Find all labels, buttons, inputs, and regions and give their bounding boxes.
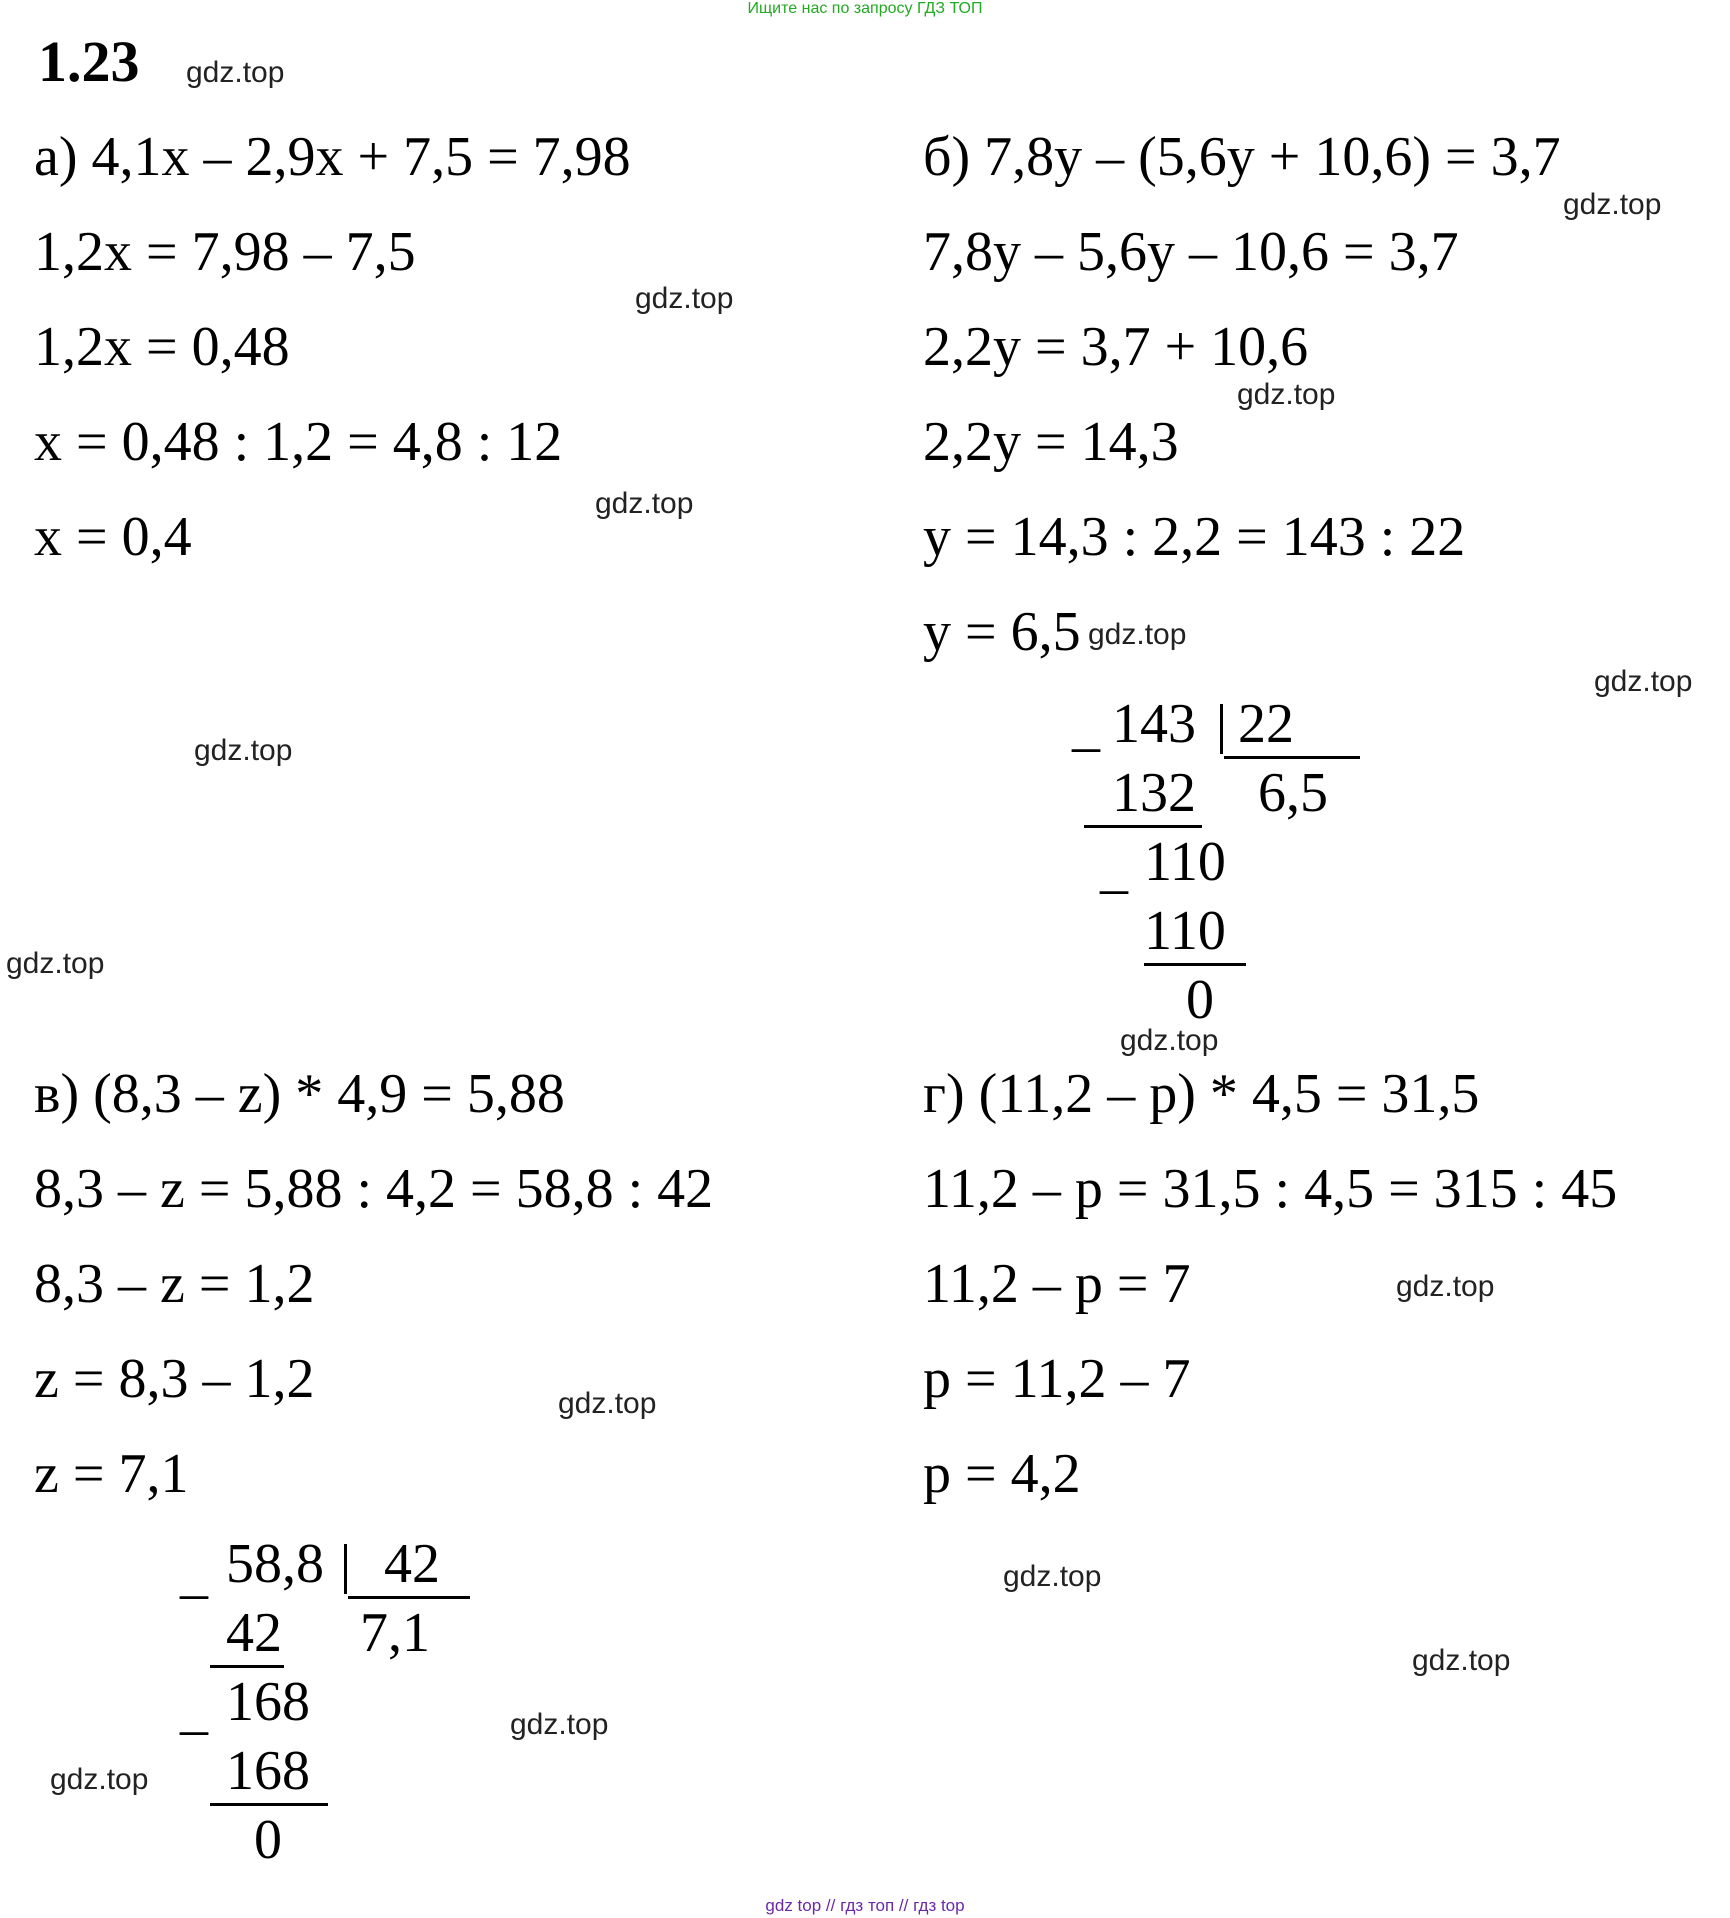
part-g-line-2: 11,2 – p = 31,5 : 4,5 = 315 : 45 bbox=[923, 1158, 1618, 1220]
watermark-text: gdz.top bbox=[1003, 1560, 1102, 1593]
part-g-line-1: г) (11,2 – p) * 4,5 = 31,5 bbox=[923, 1063, 1480, 1125]
part-b-line-2: 7,8y – 5,6y – 10,6 = 3,7 bbox=[923, 221, 1459, 283]
watermark-text: gdz.top bbox=[635, 282, 734, 315]
division-bar bbox=[344, 1544, 347, 1594]
division-divisor: 42 bbox=[348, 1532, 470, 1599]
footer-banner: gdz top // гдз топ // гдз top bbox=[765, 1896, 965, 1915]
watermark-text: gdz.top bbox=[510, 1708, 609, 1741]
part-v-line-5: z = 7,1 bbox=[34, 1443, 189, 1505]
division-step-2: 168 bbox=[210, 1739, 328, 1806]
part-b-line-3: 2,2y = 3,7 + 10,6 bbox=[923, 316, 1309, 378]
part-a-line-1: а) 4,1x – 2,9x + 7,5 = 7,98 bbox=[34, 126, 631, 188]
part-b-line-6: y = 6,5 bbox=[923, 601, 1081, 663]
watermark-text: gdz.top bbox=[50, 1763, 149, 1796]
watermark-text: gdz.top bbox=[194, 734, 293, 767]
division-divisor: 22 bbox=[1224, 692, 1360, 759]
part-g-line-5: p = 4,2 bbox=[923, 1443, 1081, 1505]
division-minus-sign: _ bbox=[1072, 696, 1100, 758]
top-banner: Ищите нас по запросу ГДЗ ТОП bbox=[747, 0, 983, 17]
watermark-text: gdz.top bbox=[1563, 188, 1662, 221]
part-b-line-5: y = 14,3 : 2,2 = 143 : 22 bbox=[923, 506, 1466, 568]
watermark-text: gdz.top bbox=[558, 1387, 657, 1420]
division-remainder-1: 168 bbox=[226, 1671, 310, 1733]
part-v-line-3: 8,3 – z = 1,2 bbox=[34, 1253, 315, 1315]
part-a-line-2: 1,2x = 7,98 – 7,5 bbox=[34, 221, 416, 283]
part-b-line-1: б) 7,8y – (5,6y + 10,6) = 3,7 bbox=[923, 126, 1561, 188]
part-g-line-3: 11,2 – p = 7 bbox=[923, 1253, 1191, 1315]
watermark-text: gdz.top bbox=[186, 56, 285, 89]
watermark-text: gdz.top bbox=[1594, 665, 1693, 698]
division-quotient: 6,5 bbox=[1258, 762, 1328, 824]
watermark-text: gdz.top bbox=[6, 947, 105, 980]
part-v-line-1: в) (8,3 – z) * 4,9 = 5,88 bbox=[34, 1063, 565, 1125]
division-dividend: 58,8 bbox=[226, 1533, 324, 1595]
part-g-line-4: p = 11,2 – 7 bbox=[923, 1348, 1191, 1410]
division-remainder-final: 0 bbox=[254, 1809, 282, 1871]
exercise-number: 1.23 bbox=[38, 29, 140, 94]
watermark-text: gdz.top bbox=[1120, 1024, 1219, 1057]
part-a-line-3: 1,2x = 0,48 bbox=[34, 316, 290, 378]
watermark-text: gdz.top bbox=[1396, 1270, 1495, 1303]
watermark-text: gdz.top bbox=[1412, 1644, 1511, 1677]
division-dividend: 143 bbox=[1112, 693, 1196, 755]
division-step-2: 110 bbox=[1144, 899, 1246, 966]
division-remainder-final: 0 bbox=[1186, 969, 1214, 1031]
division-step-1: 42 bbox=[210, 1601, 284, 1668]
part-a-line-5: x = 0,4 bbox=[34, 506, 192, 568]
part-a-line-4: x = 0,48 : 1,2 = 4,8 : 12 bbox=[34, 411, 563, 473]
watermark-text: gdz.top bbox=[1237, 378, 1336, 411]
division-remainder-1: 110 bbox=[1144, 831, 1226, 893]
watermark-text: gdz.top bbox=[1088, 618, 1187, 651]
division-bar bbox=[1220, 704, 1223, 754]
division-minus-sign: _ bbox=[180, 1679, 208, 1741]
division-minus-sign: _ bbox=[1100, 838, 1128, 900]
part-v-line-2: 8,3 – z = 5,88 : 4,2 = 58,8 : 42 bbox=[34, 1158, 714, 1220]
division-quotient: 7,1 bbox=[360, 1602, 430, 1664]
part-v-line-4: z = 8,3 – 1,2 bbox=[34, 1348, 315, 1410]
watermark-text: gdz.top bbox=[595, 487, 694, 520]
part-b-line-4: 2,2y = 14,3 bbox=[923, 411, 1179, 473]
division-minus-sign: _ bbox=[180, 1543, 208, 1605]
division-step-1: 132 bbox=[1084, 761, 1202, 828]
